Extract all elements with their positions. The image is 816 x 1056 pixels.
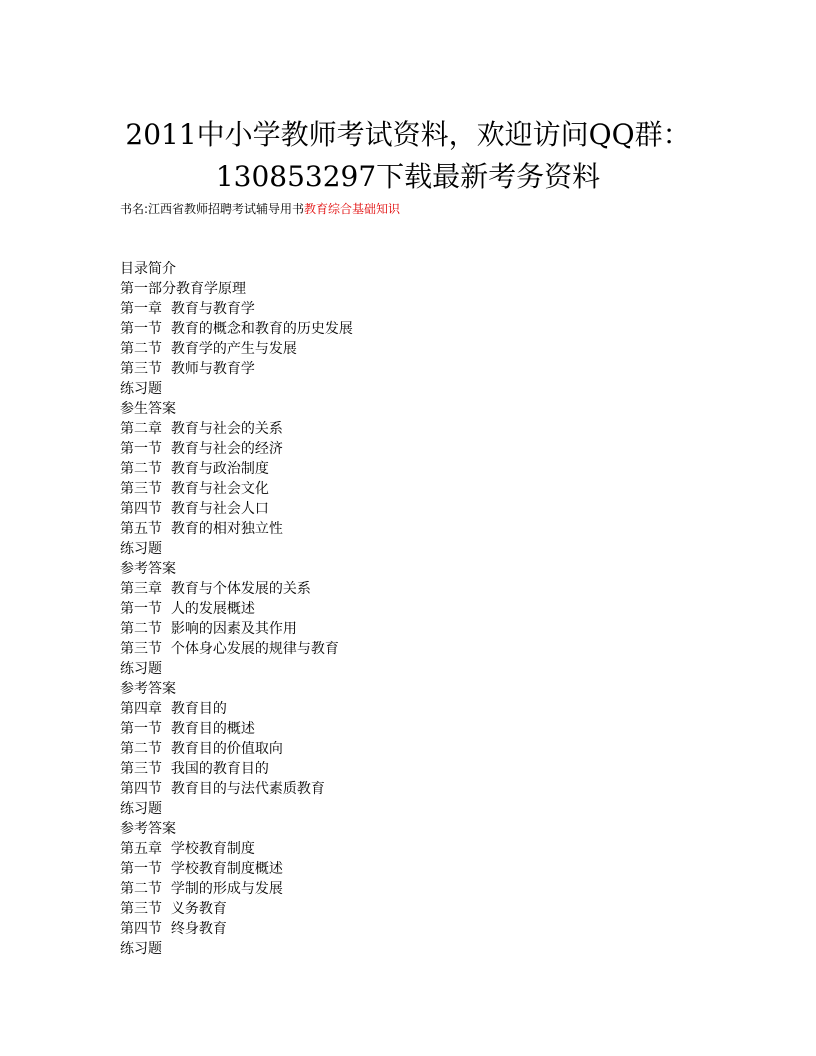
toc-entry: 第二节 教育与政治制度 [120, 461, 269, 477]
toc-entry: 第二节 学制的形成与发展 [120, 881, 283, 897]
toc-entry: 练习题 [120, 801, 162, 817]
toc-entry: 第二节 影响的因素及其作用 [120, 621, 297, 637]
toc-entry: 第四节 教育与社会人口 [120, 501, 269, 517]
toc-entry: 第四节 教育目的与法代素质教育 [120, 781, 325, 797]
table-of-contents [120, 259, 720, 959]
toc-entry: 目录简介 [120, 261, 176, 277]
toc-entry: 第三节 义务教育 [120, 901, 227, 917]
book-name-line [120, 200, 720, 218]
document-title [0, 114, 816, 198]
toc-entry: 第四章 教育目的 [120, 701, 227, 717]
toc-entry: 练习题 [120, 541, 162, 557]
title-line-2: 130853297下载最新考务资料 [215, 160, 601, 193]
toc-entry: 参生答案 [120, 401, 176, 417]
toc-entry: 第一节 教育的概念和教育的历史发展 [120, 321, 353, 337]
toc-entry: 第五节 教育的相对独立性 [120, 521, 283, 537]
toc-entry: 参考答案 [120, 561, 176, 577]
toc-entry: 第二节 教育学的产生与发展 [120, 341, 297, 357]
toc-entry: 第一节 学校教育制度概述 [120, 861, 283, 877]
toc-entry: 第一节 教育目的概述 [120, 721, 255, 737]
toc-entry: 第三章 教育与个体发展的关系 [120, 581, 311, 597]
book-name-highlight: 教育综合基础知识 [304, 202, 401, 216]
toc-entry: 第一节 教育与社会的经济 [120, 441, 283, 457]
title-line-1: 2011中小学教师考试资料，欢迎访问QQ群： [125, 118, 691, 151]
toc-entry: 练习题 [120, 941, 162, 957]
toc-entry: 第三节 教育与社会文化 [120, 481, 269, 497]
toc-entry: 第一章 教育与教育学 [120, 301, 255, 317]
toc-entry: 第四节 终身教育 [120, 921, 227, 937]
toc-entry: 第三节 个体身心发展的规律与教育 [120, 641, 339, 657]
toc-entry: 第一部分教育学原理 [120, 281, 246, 297]
toc-entry: 第三节 我国的教育目的 [120, 761, 269, 777]
book-name-prefix: 书名:江西省教师招聘考试辅导用书 [120, 202, 305, 216]
toc-entry: 练习题 [120, 661, 162, 677]
toc-entry: 参考答案 [120, 681, 176, 697]
toc-entry: 第五章 学校教育制度 [120, 841, 255, 857]
toc-entry: 参考答案 [120, 821, 176, 837]
toc-entry: 练习题 [120, 381, 162, 397]
toc-entry: 第一节 人的发展概述 [120, 601, 255, 617]
toc-entry: 第二章 教育与社会的关系 [120, 421, 283, 437]
toc-entry: 第三节 教师与教育学 [120, 361, 255, 377]
toc-entry: 第二节 教育目的价值取向 [120, 741, 283, 757]
